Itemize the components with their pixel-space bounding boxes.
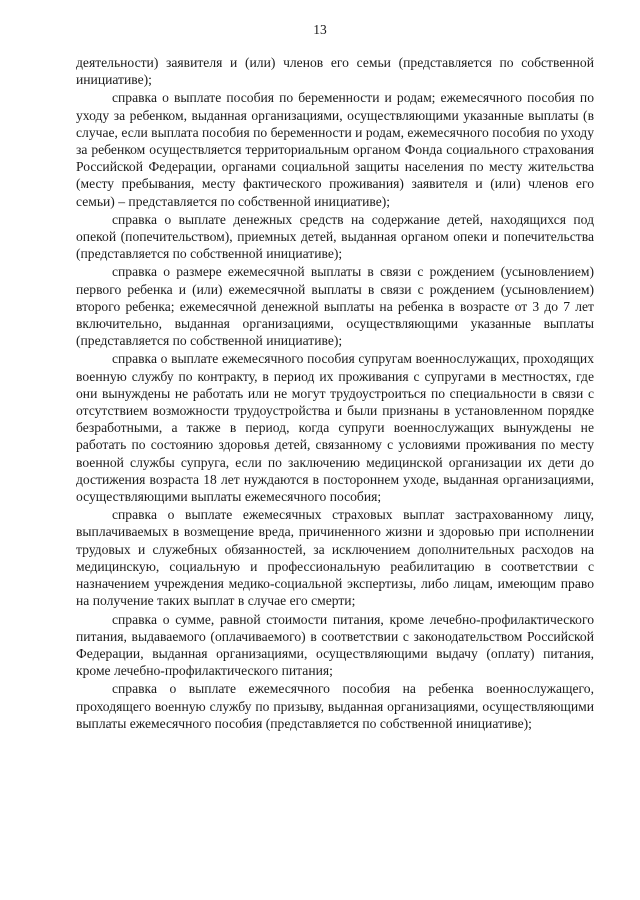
paragraph-pregnancy-benefit: справка о выплате пособия по беременности и родам; ежемесячного пособия по уходу за ребенком, выданная организациями, осуществляющими указанные выплаты (в случае, если выплата пособия по беременности и родам, ежемесячного пособия по уходу за ребенком осуществляется территориальным органом Фонда социального страхования Российской Федерации, органами социальной защиты населения по месту жительства (месту пребывания, месту фактического проживания) заявителя и (или) членов его семьи) – представляется по собственной инициативе);	[76, 90, 594, 209]
paragraph-conscript-child-benefit: справка о выплате ежемесячного пособия на ребенка военнослужащего, проходящего военную службу по призыву, выданная организациями, осуществляющими выплаты ежемесячного пособия (представляется по собственной инициативе);	[76, 681, 594, 731]
paragraph-birth-payment: справка о размере ежемесячной выплаты в связи с рождением (усыновлением) первого ребенка и (или) ежемесячной выплаты в связи с рождением (усыновлением) второго ребенка; ежемесячной денежной выплаты на ребенка в возрасте от 3 до 7 лет включительно, выданная организациями, осуществляющими указанные выплаты (представляется по собственной инициативе);	[76, 264, 594, 349]
paragraph-guardianship-funds: справка о выплате денежных средств на содержание детей, находящихся под опекой (попечительством), приемных детей, выданная органом опеки и попечительства (представляется по собственной инициативе);	[76, 211, 594, 262]
paragraph-military-spouse-benefit: справка о выплате ежемесячного пособия супругам военнослужащих, проходящих военную службу по контракту, в период их проживания с супругами в местностях, где они вынуждены не работать или не могут трудоустроиться по специальности в связи с отсутствием возможности трудоустройства и были признаны в установленном порядке безработными, а также в период, когда супруги военнослужащих вынуждены не работать по состоянию здоровья детей, связанному с условиями проживания по месту военной службы супруга, если по заключению медицинской организации их дети до достижения возраста 18 лет нуждаются в постороннем уходе, выданная организациями, осуществляющими выплаты ежемесячного пособия;	[76, 351, 594, 505]
paragraph-continuation: деятельности) заявителя и (или) членов его семьи (представляется по собственной инициативе);	[76, 55, 594, 88]
page-number: 13	[313, 22, 327, 37]
document-body	[76, 54, 594, 733]
paragraph-insurance-payments: справка о выплате ежемесячных страховых выплат застрахованному лицу, выплачиваемых в возмещение вреда, причиненного жизни и здоровью при исполнении трудовых и служебных обязанностей, за исключением дополнительных расходов на медицинскую, социальную и профессиональную реабилитацию в соответствии с назначением учреждения медико-социальной экспертизы, либо лицам, имеющим право на получение таких выплат в случае его смерти;	[76, 507, 594, 609]
paragraph-meal-cost: справка о сумме, равной стоимости питания, кроме лечебно-профилактического питания, выдаваемого (оплачиваемого) в соответствии с законодательством Российской Федерации, выданная организациями, осуществляющими выдачу (оплату) питания, кроме лечебно-профилактического питания;	[76, 611, 594, 679]
